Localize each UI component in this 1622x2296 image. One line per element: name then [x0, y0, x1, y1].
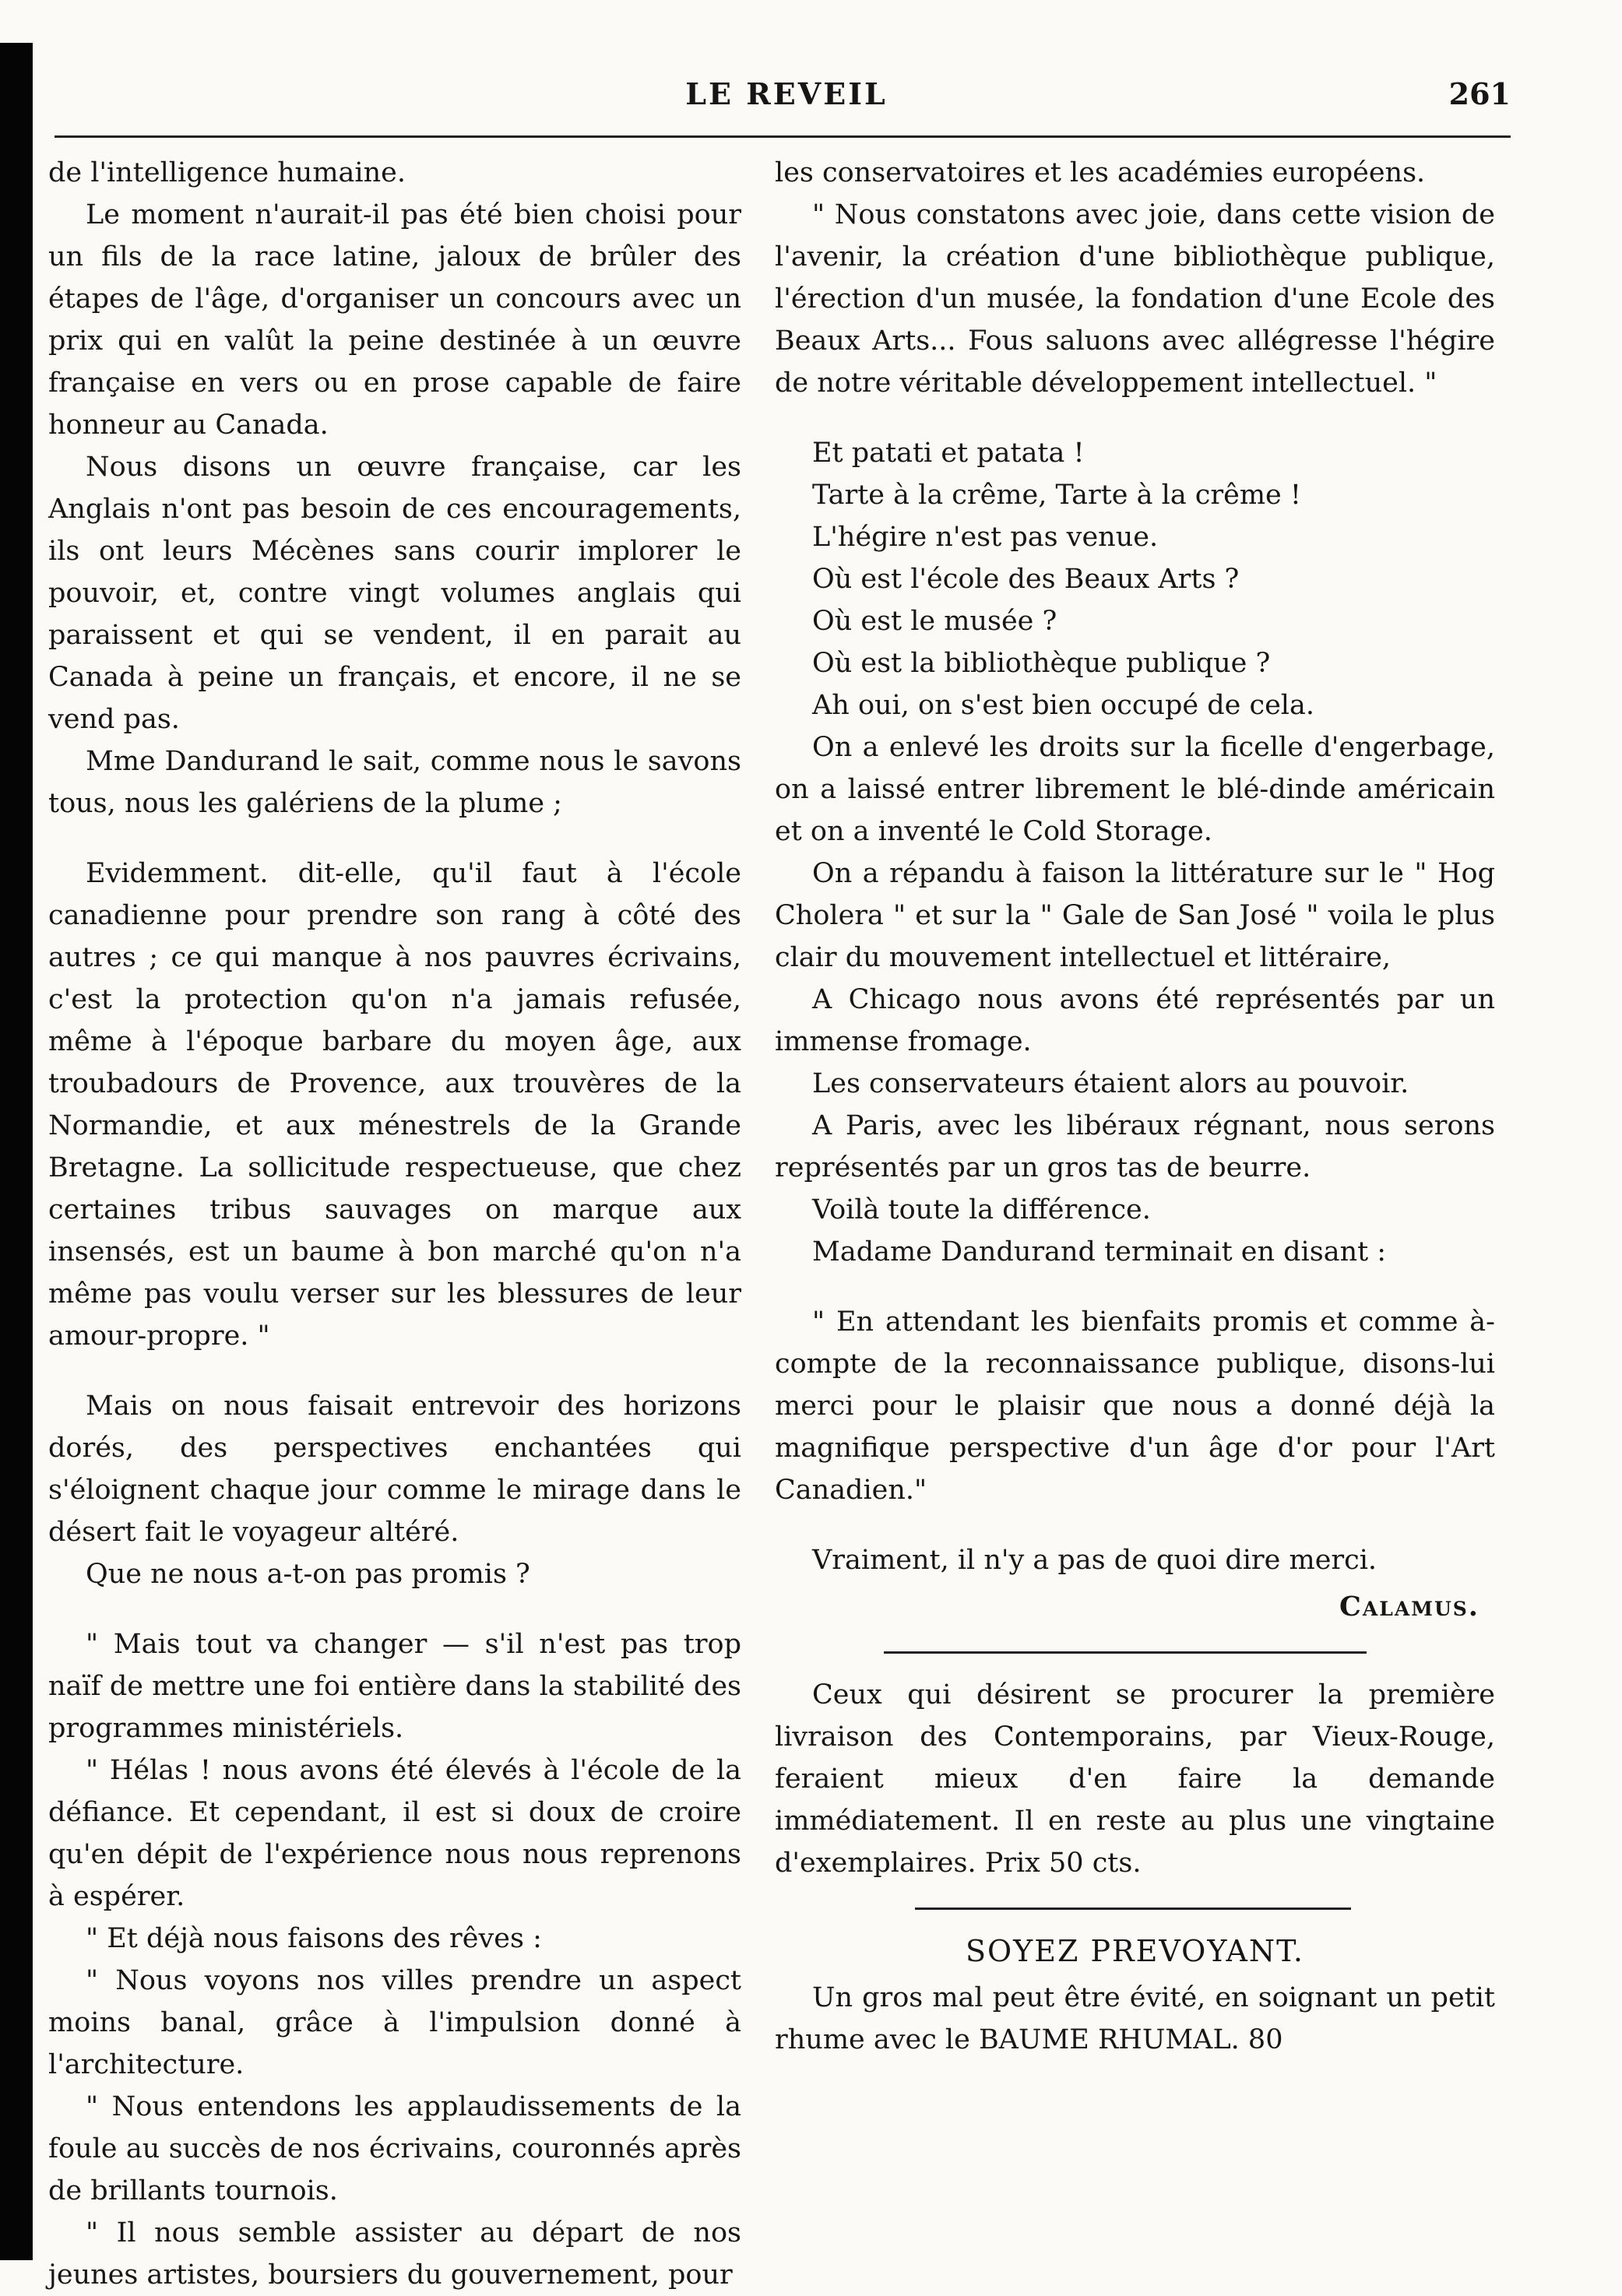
verse-line: Où est l'école des Beaux Arts ? — [812, 564, 1240, 595]
paragraph: Le moment n'aurait-il pas été bien choisi pour un fils de la race latine, jaloux de brûler des étapes de l'âge, d'organiser un concours avec un prix qui en valût la peine destinée à un œuvre française en vers ou en prose capable de faire honneur au Canada. — [48, 199, 741, 441]
verse-line: Où est le musée ? — [812, 606, 1057, 637]
paragraph: A Paris, avec les libéraux régnant, nous serons représentés par un gros tas de beurre. — [775, 1110, 1495, 1183]
verse-line: L'hégire n'est pas venue. — [812, 522, 1159, 553]
right-column — [775, 152, 1495, 2061]
paragraph: " Nous constatons avec joie, dans cette vision de l'avenir, la création d'une bibliothèque publique, l'érection d'un musée, la fondation d'une Ecole des Beaux Arts... Fous saluons avec allégresse l'hégire de notre véritable développement intellectuel. " — [775, 199, 1495, 399]
paragraph: " Nous entendons les applaudissements de la foule au succès de nos écrivains, couronnés après de brillants tournois. — [48, 2091, 741, 2206]
paragraph: " Nous voyons nos villes prendre un aspect moins banal, grâce à l'impulsion donné à l'architecture. — [48, 1965, 741, 2080]
paragraph: Mme Dandurand le sait, comme nous le savons tous, nous les galériens de la plume ; — [48, 746, 741, 819]
section-rule — [915, 1907, 1351, 1910]
paragraph: On a enlevé les droits sur la ficelle d'engerbage, on a laissé entrer librement le blé-dinde américain et on a inventé le Cold Storage. — [775, 732, 1495, 847]
paragraph: Voilà toute la différence. — [812, 1194, 1151, 1225]
paragraph: les conservatoires et les académies européens. — [775, 157, 1426, 188]
verse-line: Ah oui, on s'est bien occupé de cela. — [812, 690, 1314, 721]
paragraph: Madame Dandurand terminait en disant : — [812, 1236, 1387, 1268]
header-rule — [55, 135, 1511, 138]
paragraph: de l'intelligence humaine. — [48, 157, 406, 188]
closing-line: Vraiment, il n'y a pas de quoi dire merci. — [812, 1545, 1377, 1576]
paragraph: Mais on nous faisait entrevoir des horizons dorés, des perspectives enchantées qui s'éloignent chaque jour comme le mirage dans le désert fait le voyageur altéré. — [48, 1391, 741, 1548]
left-column — [48, 152, 741, 2296]
notice-title: SOYEZ PREVOYANT. — [965, 1934, 1304, 1968]
verse-block — [775, 432, 1495, 726]
page-number: 261 — [1448, 76, 1511, 111]
paragraph: Les conservateurs étaient alors au pouvoir. — [812, 1068, 1409, 1099]
advertisement: Ceux qui désirent se procurer la première livraison des Contemporains, par Vieux-Rouge, feraient mieux d'en faire la demande immédiatement. Il en reste au plus une vingtaine d'exemplaires. Prix 50 cts. — [775, 1679, 1495, 1879]
paragraph: " Il nous semble assister au départ de nos jeunes artistes, boursiers du gouvernement, pour — [48, 2217, 741, 2291]
paragraph: Que ne nous a-t-on pas promis ? — [86, 1559, 530, 1590]
paragraph: " Hélas ! nous avons été élevés à l'école de la défiance. Et cependant, il est si doux de croire qu'en dépit de l'expérience nous nous reprenons à espérer. — [48, 1755, 741, 1912]
notice-text: Un gros mal peut être évité, en soignant un petit rhume avec le BAUME RHUMAL. 80 — [775, 1982, 1495, 2055]
section-rule — [884, 1651, 1367, 1654]
running-head: LE REVEIL — [685, 76, 888, 111]
quote-paragraph: " En attendant les bienfaits promis et comme à-compte de la reconnaissance publique, disons-lui merci pour le plaisir que nous a donné déjà la magnifique perspective d'un âge d'or pour l'Art Canadien." — [775, 1306, 1495, 1506]
paragraph: " Mais tout va changer — s'il n'est pas trop naïf de mettre une foi entière dans la stabilité des programmes ministériels. — [48, 1629, 741, 1744]
paragraph: " Et déjà nous faisons des rêves : — [86, 1923, 542, 1954]
verse-line: Tarte à la crême, Tarte à la crême ! — [812, 480, 1301, 511]
page-header — [62, 76, 1511, 123]
paragraph: Nous disons un œuvre française, car les Anglais n'ont pas besoin de ces encouragements, ils ont leurs Mécènes sans courir implorer le pouvoir, et, contre vingt volumes anglais qui paraissent et qui se vendent, il en parait au Canada à peine un français, et encore, il ne se vend pas. — [48, 452, 741, 735]
verse-line: Et patati et patata ! — [812, 438, 1085, 469]
verse-line: Où est la bibliothèque publique ? — [812, 648, 1271, 679]
page-edge-bar — [0, 43, 33, 2260]
paragraph: Evidemment. dit-elle, qu'il faut à l'école canadienne pour prendre son rang à côté des autres ; ce qui manque à nos pauvres écrivains, c'est la protection qu'on n'a jamais refusée, même à l'époque barbare du moyen âge, aux troubadours de Provence, aux trouvères de la Normandie, et aux ménestrels de la Grande Bretagne. La sollicitude respectueuse, que chez certaines tribus sauvages on marque aux insensés, est un baume à bon marché qu'on n'a même pas voulu verser sur les blessures de leur amour-propre. " — [48, 858, 741, 1352]
paragraph: A Chicago nous avons été représentés par un immense fromage. — [775, 984, 1495, 1057]
signature: Calamus. — [1339, 1591, 1480, 1623]
paragraph: On a répandu à faison la littérature sur le " Hog Cholera " et sur la " Gale de San José " voila le plus clair du mouvement intellectuel et littéraire, — [775, 858, 1495, 973]
